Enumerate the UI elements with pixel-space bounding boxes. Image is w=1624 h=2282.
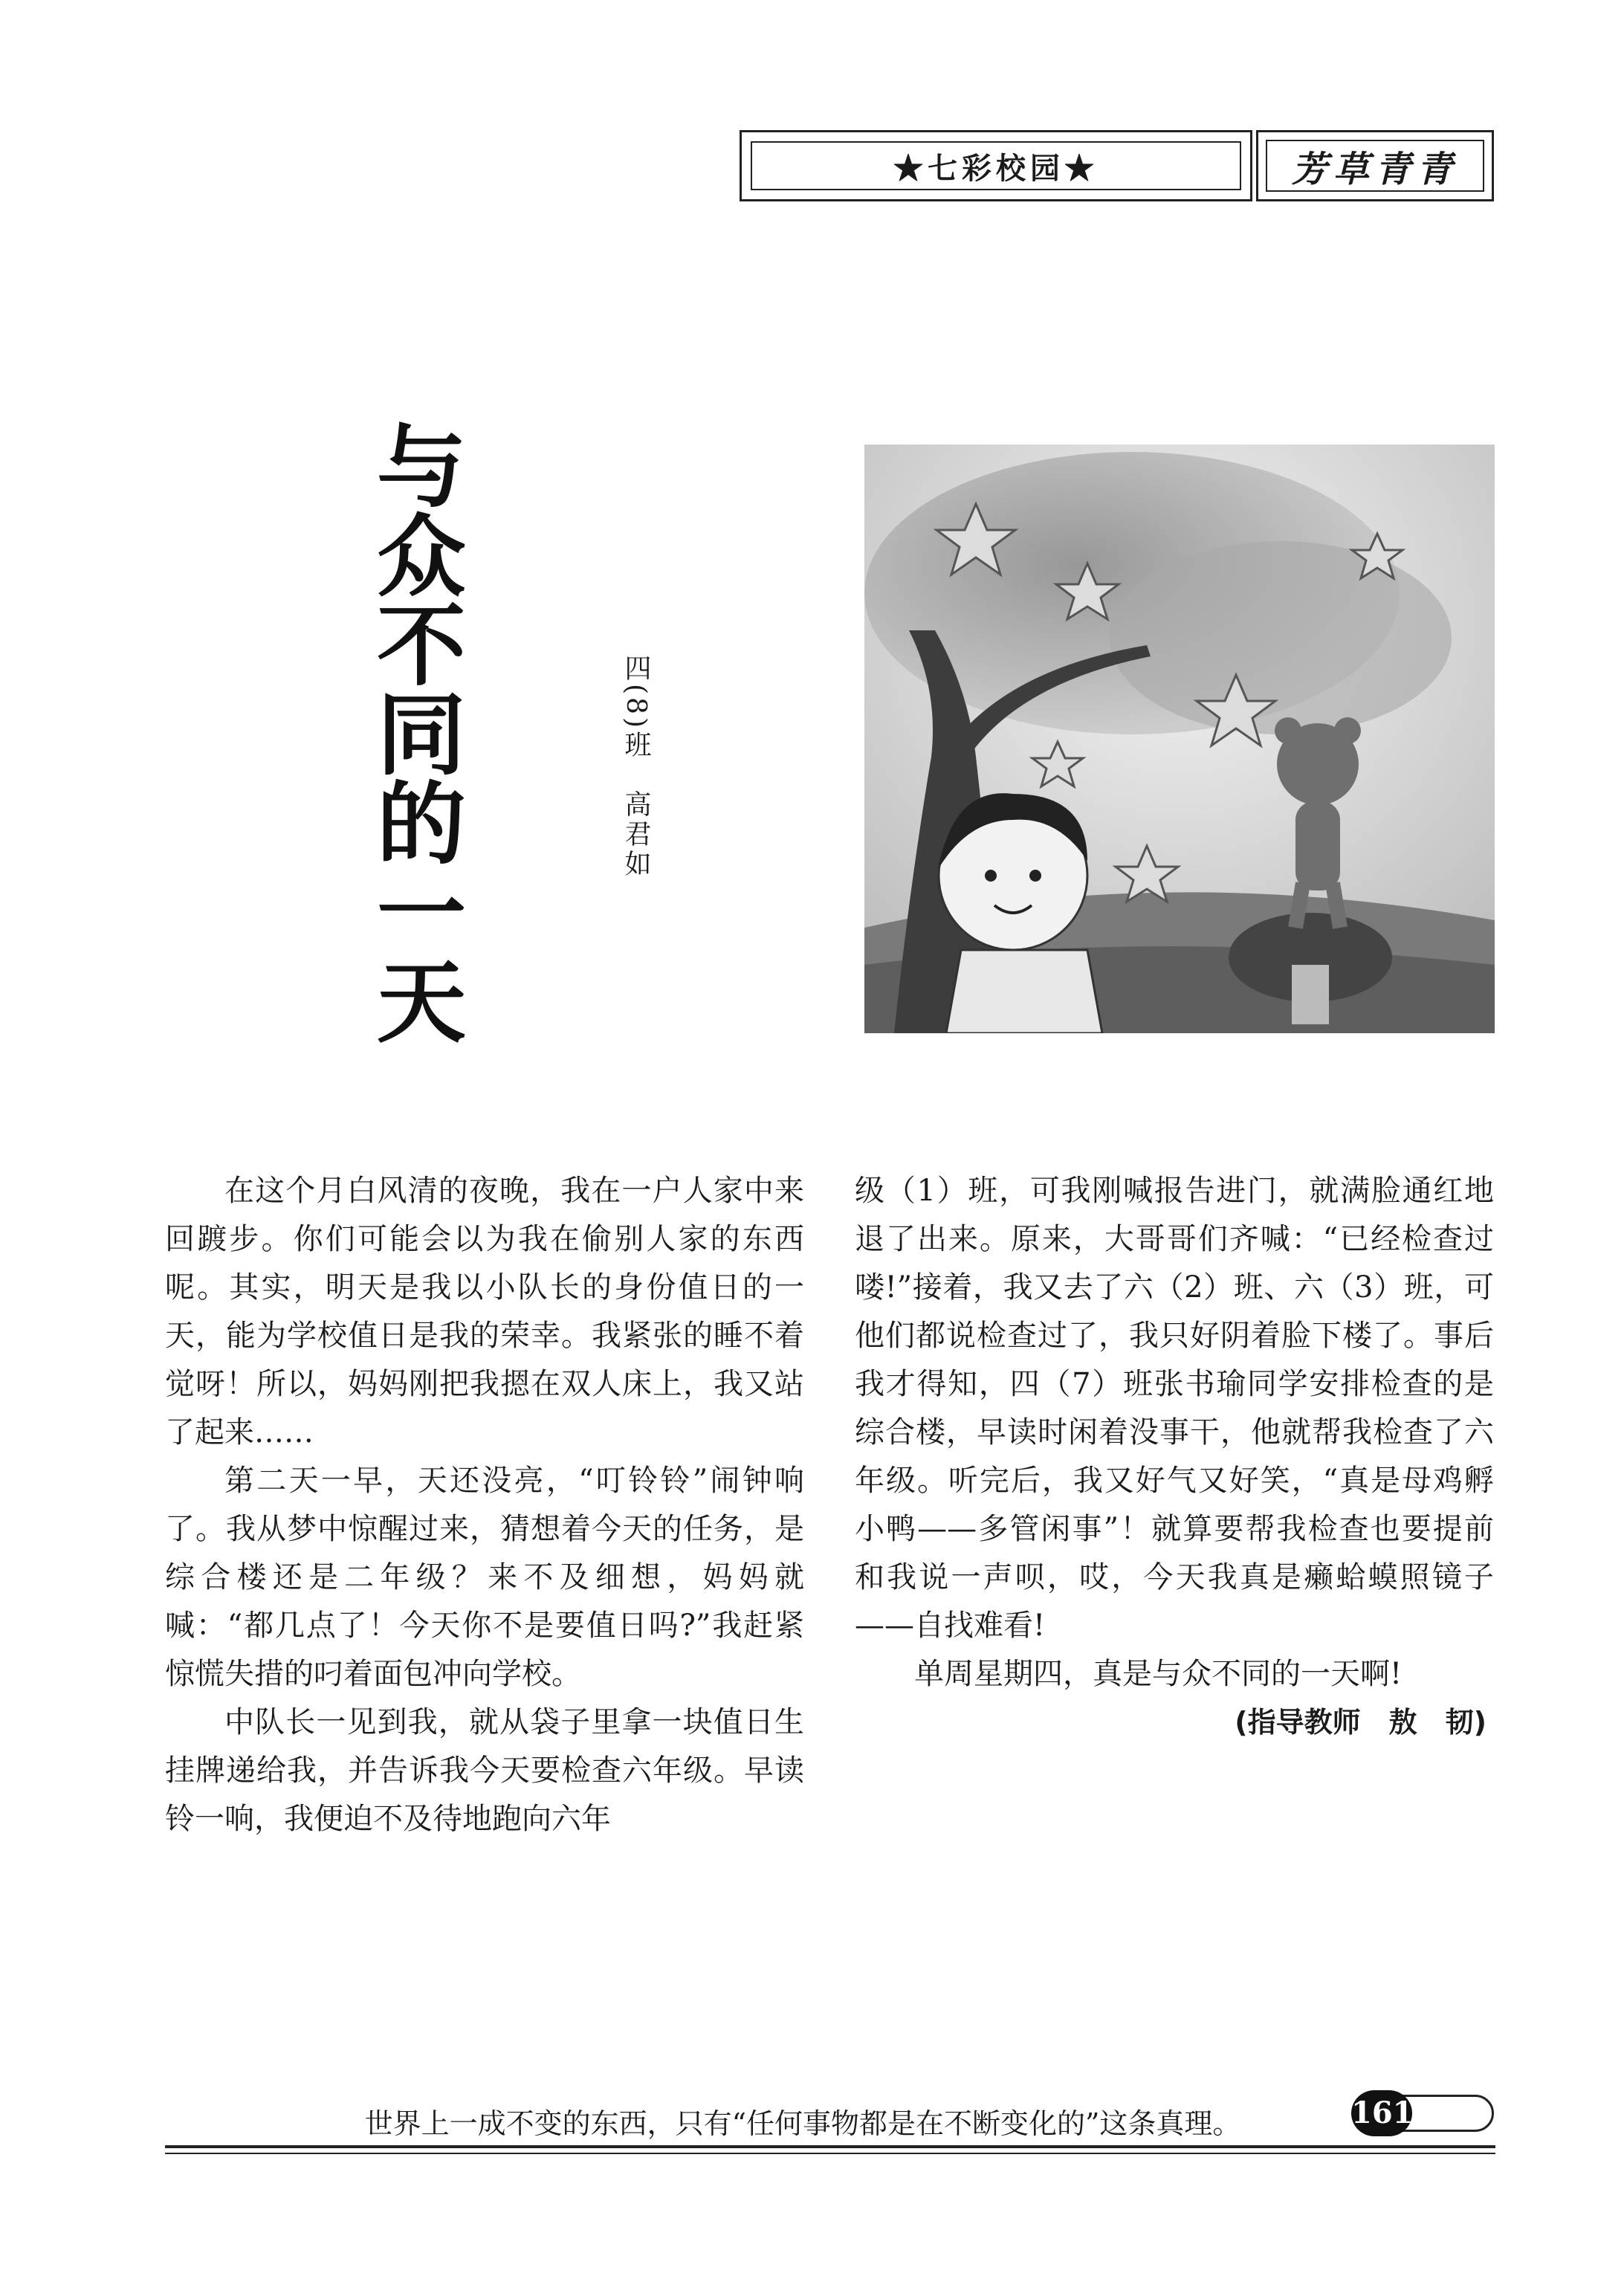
paragraph: 第二天一早，天还没亮，“叮铃铃”闹钟响了。我从梦中惊醒过来，猜想着今天的任务，是综合楼还是二年级？来不及细想，妈妈就喊：“都几点了！今天你不是要值日吗?”我赶紧惊慌失措的叼着面包冲向学校。 (165, 1464, 804, 1691)
girl-bear-star-tree-illustration-icon (864, 445, 1495, 1033)
body-column-right (855, 1167, 1494, 1747)
column-header-box (1256, 130, 1494, 201)
footer-rule (165, 2145, 1495, 2148)
paragraph: 级（1）班，可我刚喊报告进门，就满脸通红地退了出来。原来，大哥哥们齐喊：“已经检查过喽!”接着，我又去了六（2）班、六（3）班，可他们都说检查过了，我只好阴着脸下楼了。事后我才得知，四（7）班张书瑜同学安排检查的是综合楼，早读时闲着没事干，他就帮我检查了六年级。听完后，我又好气又好笑，“真是母鸡孵小鸭——多管闲事”！就算要帮我检查也要提前和我说一声呗，哎，今天我真是癞蛤蟆照镜子——自找难看! (855, 1174, 1494, 1643)
footer-quote: 世界上一成不变的东西，只有“任何事物都是在不断变化的”这条真理。 (364, 2107, 1241, 2140)
illustration-image (864, 445, 1495, 1033)
article-title: 与众不同的一天 (362, 420, 465, 1044)
paragraph: 在这个月白风清的夜晚，我在一户人家中来回踱步。你们可能会以为我在偷别人家的东西呢。其实，明天是我以小队长的身份值日的一天，能为学校值日是我的荣幸。我紧张的睡不着觉呀！所以，妈妈刚把我摁在双人床上，我又站了起来…… (165, 1174, 804, 1449)
body-column-left (165, 1167, 804, 1843)
teacher-credit: (指导教师 敖 韧) (1235, 1706, 1486, 1739)
section-header-box (740, 130, 1252, 201)
section-header: ★七彩校园★ (751, 141, 1241, 190)
article-byline: 四(8)班 高君如 (621, 654, 651, 879)
paragraph: 中队长一见到我，就从袋子里拿一块值日生挂牌递给我，并告诉我今天要检查六年级。早读铃一响，我便迫不及待地跑向六年 (165, 1705, 804, 1836)
footer-rule (165, 2153, 1495, 2154)
column-header: 芳草青青 (1266, 140, 1484, 192)
paragraph: 单周星期四，真是与众不同的一天啊! (914, 1657, 1403, 1691)
page-number: 161 (1351, 2090, 1412, 2136)
